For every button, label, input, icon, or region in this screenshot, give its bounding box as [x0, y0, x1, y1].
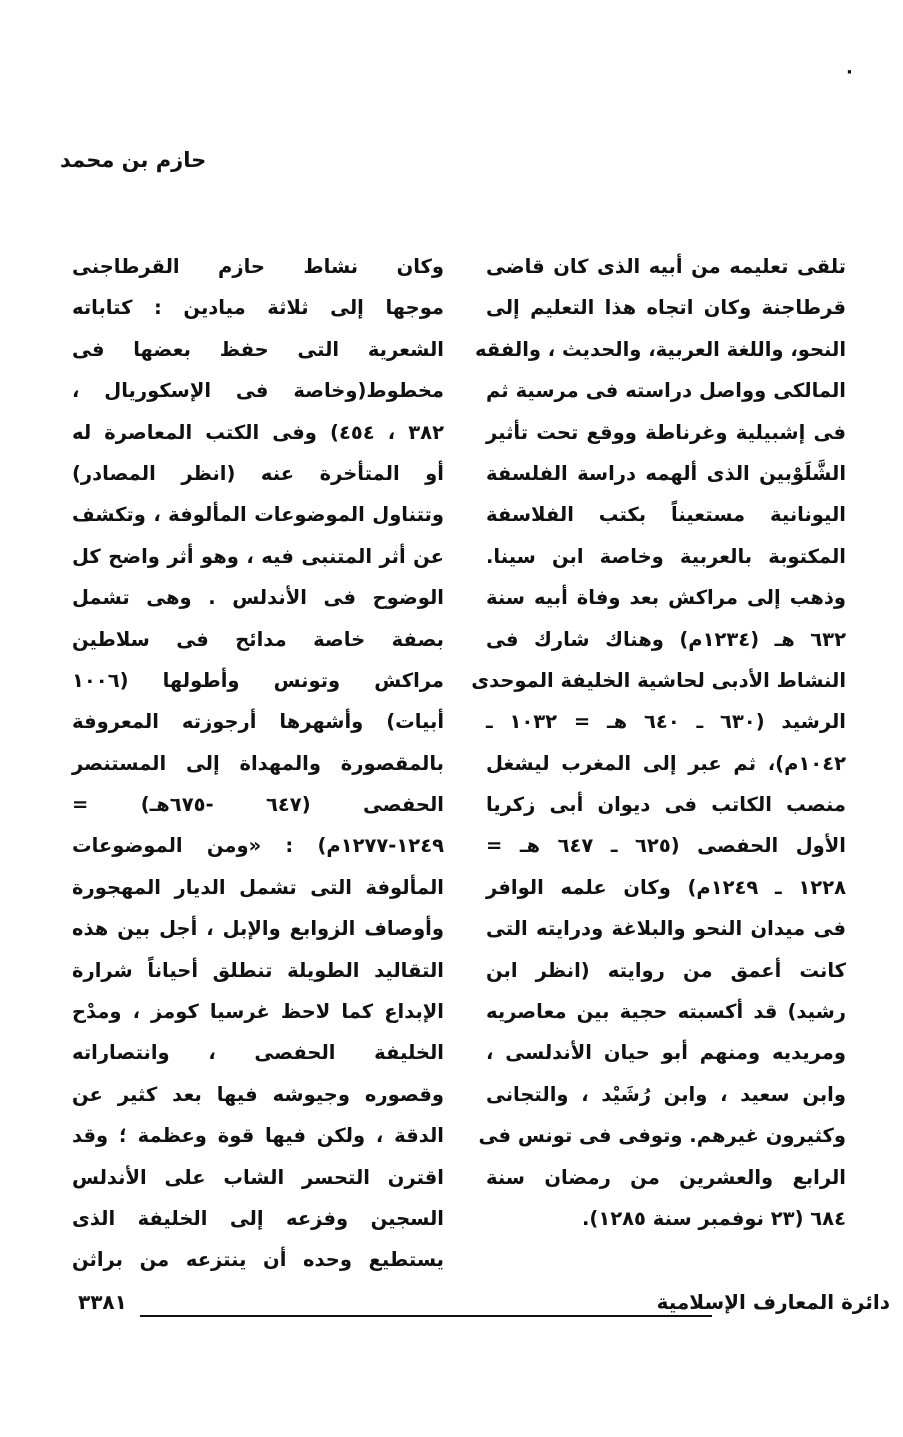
text-line: الخليفة الحفصى ، وانتصاراته	[72, 1041, 444, 1065]
left-column	[72, 246, 444, 1281]
text-line: فى إشبيلية وغرناطة ووقع تحت تأثير	[486, 420, 846, 444]
text-line: مخطوط(وخاصة فى الإسكوريال ،	[72, 379, 444, 403]
text-line: وتتناول الموضوعات المألوفة ، وتكشف	[72, 503, 444, 527]
text-line: كانت أعمق من روايته (انظر ابن	[486, 958, 846, 982]
text-line: الوضوح فى الأندلس . وهى تشمل	[72, 586, 444, 610]
text-line: وابن سعيد ، وابن رُشَيْد ، والتجانى	[486, 1082, 846, 1106]
text-line: الأول الحفصى (٦٢٥ ـ ٦٤٧ هـ =	[486, 834, 846, 858]
text-line: ١٢٢٨ ـ ١٢٤٩م) وكان علمه الوافر	[486, 875, 846, 899]
text-line: فى ميدان النحو والبلاغة ودرايته التى	[486, 917, 846, 941]
text-line: الشَّلَوْبين الذى ألهمه دراسة الفلسفة	[486, 461, 846, 485]
text-line: الإبداع كما لاحظ غرسيا كومز ، ومدْح	[72, 1000, 444, 1024]
text-line: الشعرية التى حفظ بعضها فى	[72, 337, 444, 361]
text-line: المالكى وواصل دراسته فى مرسية ثم	[486, 379, 846, 403]
text-line: وذهب إلى مراكش بعد وفاة أبيه سنة	[486, 586, 846, 610]
right-column	[471, 246, 846, 1239]
text-line: مراكش وتونس وأطولها (١٠٠٦	[72, 668, 444, 692]
text-line: المكتوبة بالعربية وخاصة ابن سينا.	[486, 544, 846, 568]
text-line: تلقى تعليمه من أبيه الذى كان قاضى	[486, 255, 846, 278]
text-line: اقترن التحسر الشاب على الأندلس	[72, 1165, 444, 1189]
text-line: السجين وفزعه إلى الخليفة الذى	[72, 1206, 444, 1230]
text-line: وكان نشاط حازم القرطاجنى	[72, 255, 444, 278]
text-line: وقصوره وجيوشه فيها بعد كثير عن	[72, 1082, 444, 1106]
text-line: موجها إلى ثلاثة ميادين : كتاباته	[72, 296, 444, 320]
text-line: منصب الكاتب فى ديوان أبى زكريا	[486, 793, 846, 817]
text-line: أو المتأخرة عنه (انظر المصادر)	[72, 461, 444, 485]
text-line: اليونانية مستعيناً بكتب الفلاسفة	[486, 503, 846, 527]
text-line: التقاليد الطويلة تنطلق أحياناً شرارة	[72, 958, 444, 982]
text-line: النشاط الأدبى لحاشية الخليفة الموحدى	[471, 668, 846, 692]
text-line: ١٠٤٢م)، ثم عبر إلى المغرب ليشغل	[486, 751, 846, 775]
text-line: عن أثر المتنبى فيه ، وهو أثر واضح كل	[72, 544, 444, 568]
text-line: أبيات) وأشهرها أرجوزته المعروفة	[72, 710, 444, 734]
text-line: الرشيد (٦٣٠ ـ ٦٤٠ هـ = ١٠٣٢ ـ	[486, 710, 846, 734]
text-line: ومريديه ومنهم أبو حيان الأندلسى ،	[486, 1041, 846, 1065]
stray-mark: ·	[846, 62, 853, 83]
text-line: النحو، واللغة العربية، والحديث ، والفقه	[474, 337, 846, 361]
text-line: ٣٨٢ ، ٤٥٤) وفى الكتب المعاصرة له	[72, 420, 444, 444]
running-header-title: حازم بن محمد	[60, 148, 207, 172]
text-line: ٦٨٤ (٢٣ نوفمبر سنة ١٢٨٥).	[582, 1206, 846, 1230]
text-line: المألوفة التى تشمل الديار المهجورة	[72, 875, 444, 899]
text-line: الرابع والعشرين من رمضان سنة	[486, 1165, 846, 1189]
text-line: يستطيع وحده أن ينتزعه من براثن	[72, 1248, 444, 1272]
footer-rule	[140, 1315, 712, 1317]
text-line: الحفصى (٦٤٧ -٦٧٥هـ) =	[72, 793, 444, 817]
footer-journal-title: دائرة المعارف الإسلامية	[656, 1290, 890, 1314]
text-line: الدقة ، ولكن فيها قوة وعظمة ؛ وقد	[72, 1124, 444, 1148]
text-line: بصفة خاصة مدائح فى سلاطين	[72, 627, 444, 651]
text-line: وأوصاف الزوابع والإبل ، أجل بين هذه	[72, 917, 444, 941]
text-line: بالمقصورة والمهداة إلى المستنصر	[72, 751, 444, 775]
text-line: ٦٣٢ هـ (١٢٣٤م) وهناك شارك فى	[486, 627, 846, 651]
text-line: رشيد) قد أكسبته حجية بين معاصريه	[486, 1000, 846, 1024]
page-footer	[78, 1290, 890, 1330]
text-line: وكثيرون غيرهم. وتوفى فى تونس فى	[478, 1124, 846, 1148]
text-line: قرطاجنة وكان اتجاه هذا التعليم إلى	[486, 296, 846, 320]
page-number: ٣٣٨١	[78, 1290, 127, 1314]
text-line: ١٢٤٩-١٢٧٧م) : «ومن الموضوعات	[72, 834, 444, 858]
